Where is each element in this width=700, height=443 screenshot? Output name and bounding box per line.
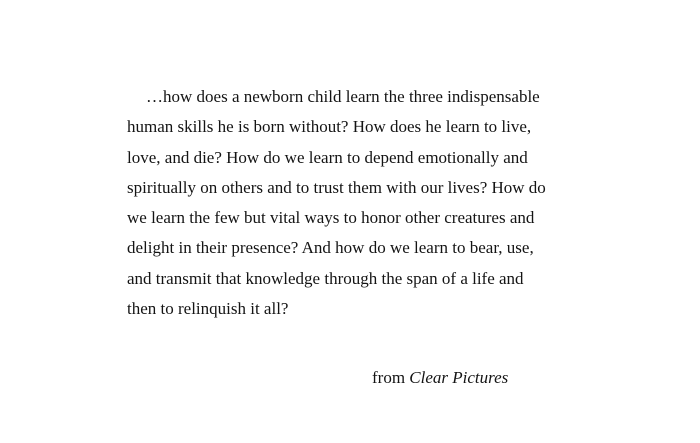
quote-line-5: we learn the few but vital ways to honor other creatures and <box>127 208 535 228</box>
quote-line-3: love, and die? How do we learn to depend emotionally and <box>127 147 528 167</box>
quote-line-7: and transmit that knowledge through the span of a life and <box>127 268 524 288</box>
quote-line-8: then to relinquish it all? <box>127 299 289 319</box>
attribution-prefix: from <box>372 368 406 387</box>
quote-line-2: human skills he is born without? How does he learn to live, <box>127 117 532 137</box>
quote-line-1: …how does a newborn child learn the three indispensable <box>146 87 540 106</box>
quote-line-6: delight in their presence? And how do we learn to bear, use, <box>127 238 534 258</box>
source-title: Clear Pictures <box>409 368 509 387</box>
attribution <box>372 363 508 393</box>
quote-passage <box>127 82 597 324</box>
quote-line-4: spiritually on others and to trust them with our lives? How do <box>127 177 546 197</box>
